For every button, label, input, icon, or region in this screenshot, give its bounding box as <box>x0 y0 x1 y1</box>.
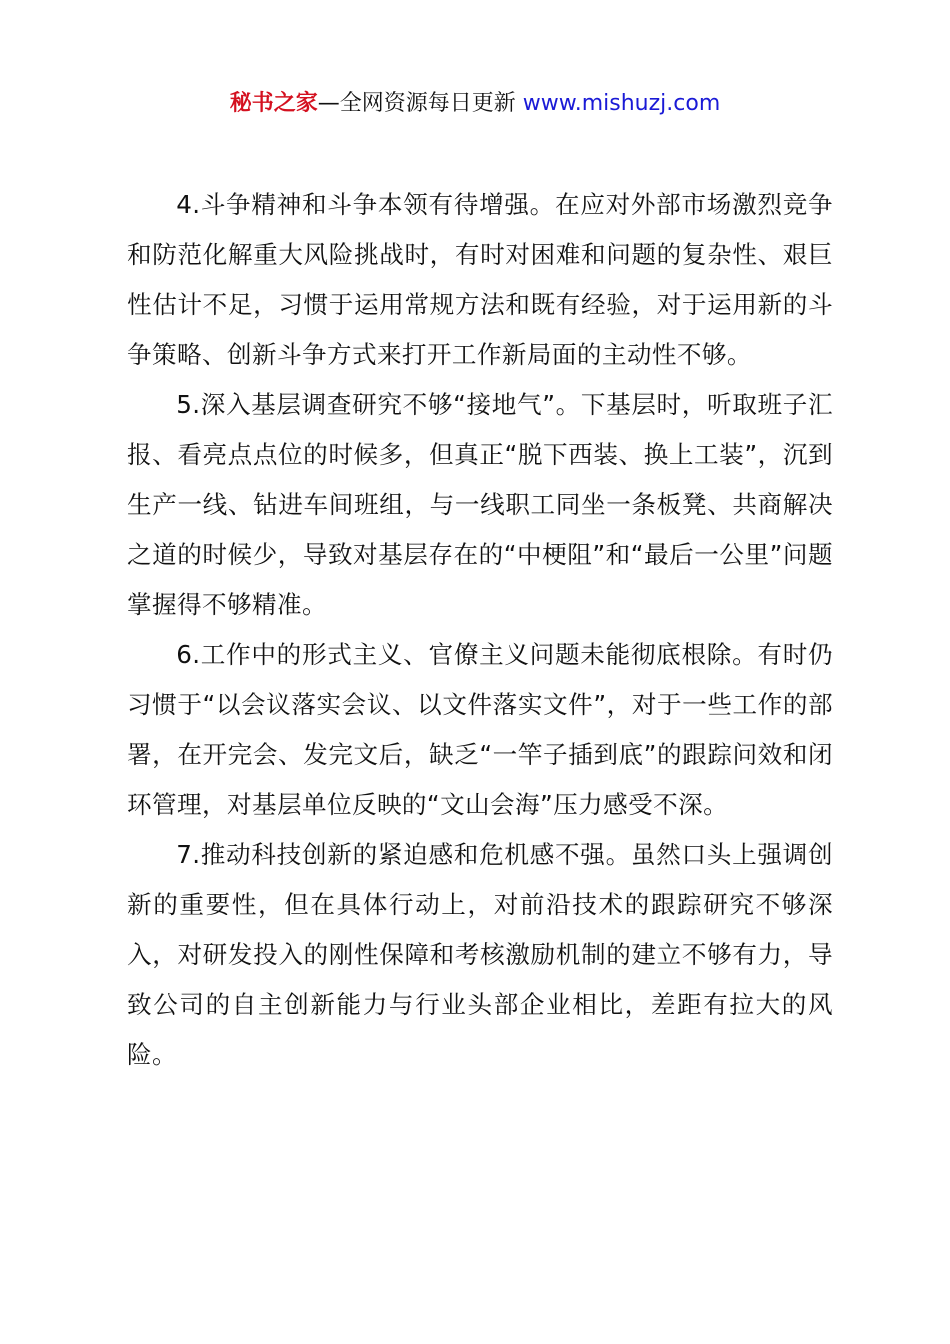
document-body <box>127 180 833 1080</box>
brand-name: 秘书之家 <box>229 91 318 116</box>
site-url-link[interactable]: www.mishuzj.com <box>522 91 721 116</box>
paragraph-4: 4.斗争精神和斗争本领有待增强。在应对外部市场激烈竞争和防范化解重大风险挑战时，有时对困难和问题的复杂性、艰巨性估计不足，习惯于运用常规方法和既有经验，对于运用新的斗争策略、创新斗争方式来打开工作新局面的主动性不够。 <box>127 190 833 369</box>
paragraph-7: 7.推动科技创新的紧迫感和危机感不强。虽然口头上强调创新的重要性，但在具体行动上，对前沿技术的跟踪研究不够深入，对研发投入的刚性保障和考核激励机制的建立不够有力，导致公司的自主创新能力与行业头部企业相比，差距有拉大的风险。 <box>127 840 833 1069</box>
header-tagline: —全网资源每日更新 <box>317 91 523 116</box>
paragraph-6: 6.工作中的形式主义、官僚主义问题未能彻底根除。有时仍习惯于“以会议落实会议、以文件落实文件”，对于一些工作的部署，在开完会、发完文后，缺乏“一竿子插到底”的跟踪问效和闭环管理，对基层单位反映的“文山会海”压力感受不深。 <box>127 640 833 819</box>
page-header <box>0 88 950 120</box>
paragraph-5: 5.深入基层调查研究不够“接地气”。下基层时，听取班子汇报、看亮点点位的时候多，但真正“脱下西装、换上工装”，沉到生产一线、钻进车间班组，与一线职工同坐一条板凳、共商解决之道的时候少，导致对基层存在的“中梗阻”和“最后一公里”问题掌握得不够精准。 <box>127 390 833 619</box>
